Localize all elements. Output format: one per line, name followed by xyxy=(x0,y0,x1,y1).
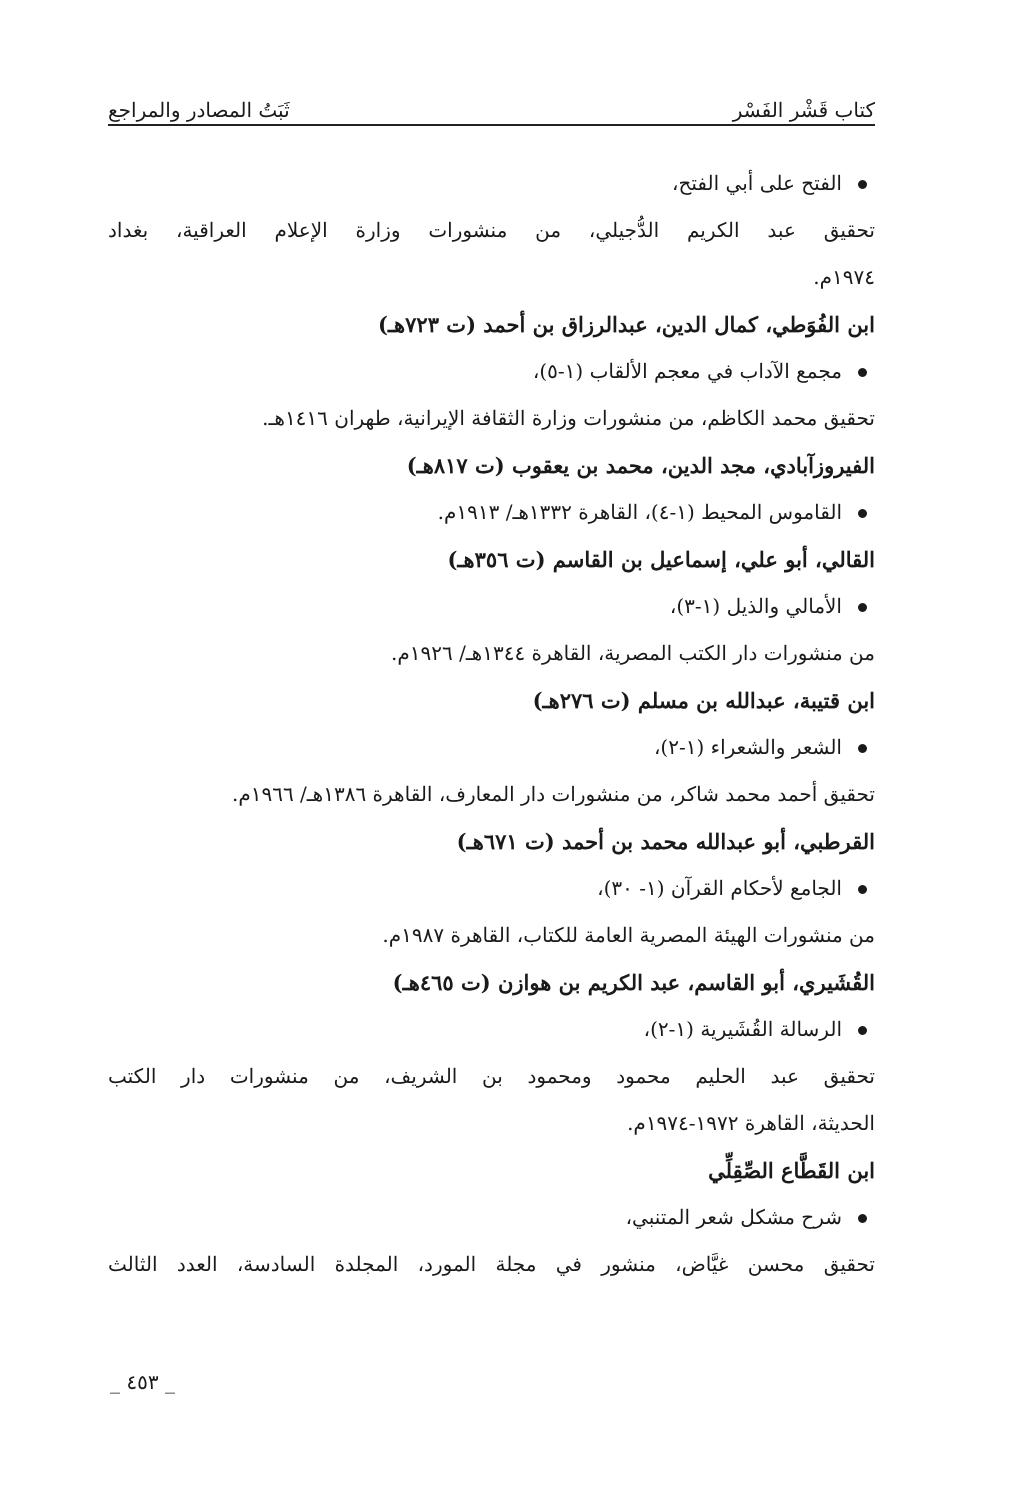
publication-detail xyxy=(108,1100,875,1147)
entry-text: تحقيق عبد الحليم محمود ومحمود بن الشريف، من منشورات دار الكتب xyxy=(108,1064,875,1088)
bullet-icon xyxy=(858,509,867,518)
entry-text: مجمع الآداب في معجم الألقاب (١-٥)، xyxy=(532,359,842,383)
entry-text: الفتح على أبي الفتح، xyxy=(672,171,842,195)
bullet-icon xyxy=(858,1214,867,1223)
entry-text: ابن الفُوَطي، كمال الدين، عبدالرزاق بن أحمد (ت ٧٢٣هـ) xyxy=(377,312,875,337)
author-heading xyxy=(108,818,875,865)
entry-text: القُشَيري، أبو القاسم، عبد الكريم بن هوازن (ت ٤٦٥هـ) xyxy=(392,970,875,995)
publication-detail xyxy=(108,912,875,959)
entry-text: تحقيق أحمد محمد شاكر، من منشورات دار المعارف، القاهرة ١٣٨٦هـ/ ١٩٦٦م. xyxy=(231,782,875,806)
bullet-icon xyxy=(858,368,867,377)
bullet-icon xyxy=(858,1026,867,1035)
work-title xyxy=(108,1006,875,1053)
bullet-icon xyxy=(858,744,867,753)
author-heading xyxy=(108,677,875,724)
entry-text: من منشورات الهيئة المصرية العامة للكتاب، القاهرة ١٩٨٧م. xyxy=(382,923,875,947)
entry-text: الجامع لأحكام القرآن (١- ٣٠)، xyxy=(597,876,842,900)
publication-detail xyxy=(108,207,875,254)
author-heading xyxy=(108,301,875,348)
entry-text: القرطبي، أبو عبدالله محمد بن أحمد (ت ٦٧١هـ) xyxy=(456,829,875,854)
entry-text: شرح مشكل شعر المتنبي، xyxy=(625,1205,842,1229)
book-title: كتاب قَشْر الفَسْر xyxy=(732,98,875,122)
publication-detail xyxy=(108,1053,875,1100)
entry-text: القالي، أبو علي، إسماعيل بن القاسم (ت ٣٥٦هـ) xyxy=(447,547,875,572)
entry-text: ١٩٧٤م. xyxy=(813,265,875,289)
work-title xyxy=(108,583,875,630)
entry-text: تحقيق محسن غيَّاض، منشور في مجلة المورد، المجلدة السادسة، العدد الثالث xyxy=(108,1252,876,1276)
entry-text: الأمالي والذيل (١-٣)، xyxy=(669,594,842,618)
entry-text: تحقيق محمد الكاظم، من منشورات وزارة الثقافة الإيرانية، طهران ١٤١٦هـ. xyxy=(262,406,875,430)
bullet-icon xyxy=(858,180,867,189)
publication-detail xyxy=(108,254,875,301)
entry-text: من منشورات دار الكتب المصرية، القاهرة ١٣٤٤هـ/ ١٩٢٦م. xyxy=(391,641,875,665)
entry-text: ابن قتيبة، عبدالله بن مسلم (ت ٢٧٦هـ) xyxy=(532,688,875,713)
author-heading xyxy=(108,442,875,489)
publication-detail xyxy=(108,771,875,818)
entry-text: الشعر والشعراء (١-٢)، xyxy=(653,735,842,759)
section-title: ثَبَتُ المصادر والمراجع xyxy=(108,98,290,122)
entry-text: الفيروزآبادي، مجد الدين، محمد بن يعقوب (ت ٨١٧هـ) xyxy=(406,453,875,478)
publication-detail xyxy=(108,1241,875,1288)
entry-text: القاموس المحيط (١-٤)، القاهرة ١٣٣٢هـ/ ١٩١٣م. xyxy=(437,500,842,524)
work-title xyxy=(108,1194,875,1241)
entry-text: الحديثة، القاهرة ١٩٧٢-١٩٧٤م. xyxy=(627,1111,875,1135)
entry-text: ابن القَطَّاع الصِّقِلِّي xyxy=(708,1158,875,1183)
author-heading xyxy=(108,959,875,1006)
bullet-icon xyxy=(858,885,867,894)
work-title xyxy=(108,160,875,207)
running-header xyxy=(108,86,875,122)
work-title xyxy=(108,489,875,536)
work-title xyxy=(108,724,875,771)
author-heading xyxy=(108,536,875,583)
header-rule xyxy=(108,124,875,126)
author-heading xyxy=(108,1147,875,1194)
publication-detail xyxy=(108,395,875,442)
page-number: _ ٤٥٣ _ xyxy=(110,1370,175,1394)
work-title xyxy=(108,348,875,395)
work-title xyxy=(108,865,875,912)
publication-detail xyxy=(108,630,875,677)
entry-text: الرسالة القُشَيرية (١-٢)، xyxy=(643,1017,842,1041)
bibliography-list xyxy=(108,160,875,1288)
bullet-icon xyxy=(858,603,867,612)
entry-text: تحقيق عبد الكريم الدُّجيلي، من منشورات وزارة الإعلام العراقية، بغداد xyxy=(108,218,875,242)
